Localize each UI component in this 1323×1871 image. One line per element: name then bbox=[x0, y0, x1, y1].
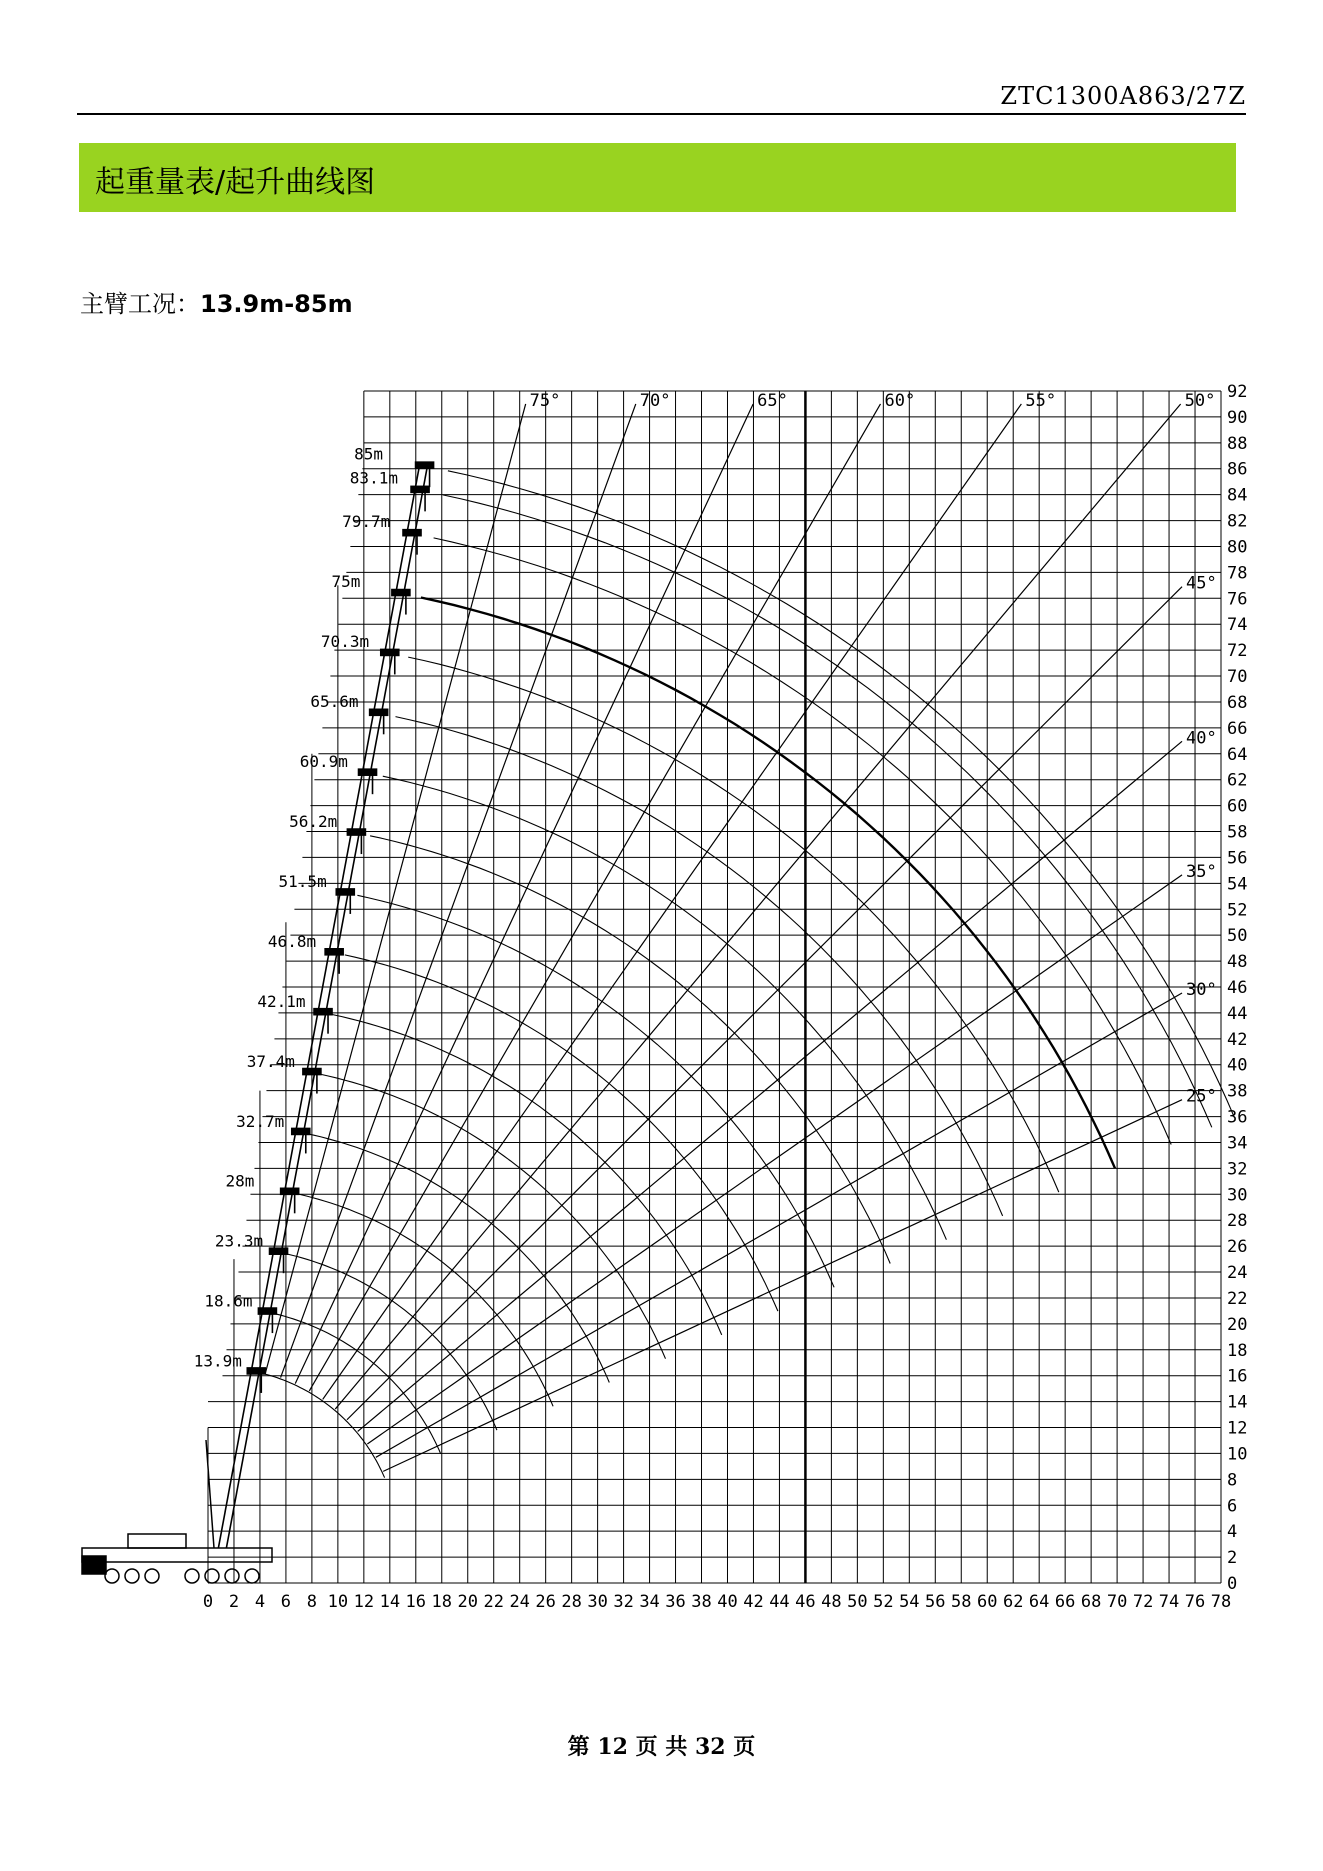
boom-length-label: 42.1m bbox=[257, 991, 306, 1011]
crane-superstructure bbox=[128, 1534, 186, 1548]
y-tick-label: 82 bbox=[1227, 511, 1248, 532]
boom-length-arc bbox=[443, 495, 1212, 1127]
y-tick-label: 46 bbox=[1227, 978, 1248, 998]
x-tick-label: 56 bbox=[925, 1592, 946, 1612]
footer-total-pages: 32 bbox=[695, 1734, 726, 1760]
y-tick-label: 90 bbox=[1227, 407, 1248, 428]
crane-mast bbox=[206, 1440, 214, 1548]
boom-length-arc bbox=[345, 955, 778, 1311]
angle-label: 45° bbox=[1186, 573, 1217, 594]
y-tick-label: 22 bbox=[1227, 1288, 1248, 1309]
boom-length-label: 60.9m bbox=[299, 751, 348, 771]
x-tick-label: 26 bbox=[535, 1592, 556, 1612]
y-tick-label: 66 bbox=[1227, 718, 1248, 739]
y-tick-label: 8 bbox=[1227, 1470, 1238, 1491]
x-tick-label: 50 bbox=[847, 1592, 868, 1612]
y-tick-label: 60 bbox=[1227, 796, 1248, 817]
boom-length-label: 83.1m bbox=[349, 468, 398, 488]
y-tick-label: 30 bbox=[1227, 1185, 1248, 1206]
angle-label: 40° bbox=[1186, 728, 1217, 749]
x-tick-label: 12 bbox=[353, 1592, 375, 1612]
boom-length-arc bbox=[396, 717, 1003, 1216]
boom-length-arcs bbox=[256, 468, 1235, 1478]
y-tick-label: 36 bbox=[1227, 1107, 1248, 1128]
x-tick-label: 40 bbox=[717, 1592, 738, 1612]
angle-label: 50° bbox=[1184, 390, 1216, 411]
footer-prefix: 第 bbox=[567, 1734, 590, 1760]
angle-label: 75° bbox=[529, 390, 561, 411]
boom-length-label: 70.3m bbox=[320, 632, 370, 652]
boom-section-joint bbox=[359, 769, 377, 775]
x-tick-label: 16 bbox=[405, 1592, 427, 1612]
boom-section-joint bbox=[347, 829, 365, 835]
boom-section-joint bbox=[336, 889, 354, 895]
boom-length-arc bbox=[370, 836, 890, 1264]
x-tick-label: 10 bbox=[327, 1592, 349, 1612]
x-tick-label: 34 bbox=[639, 1592, 660, 1612]
y-tick-label: 54 bbox=[1227, 874, 1248, 895]
x-tick-label: 64 bbox=[1028, 1592, 1050, 1612]
y-tick-label: 58 bbox=[1227, 822, 1248, 843]
angle-label: 30° bbox=[1186, 979, 1217, 1000]
boom-length-label: 79.7m bbox=[342, 512, 391, 532]
y-tick-label: 2 bbox=[1227, 1548, 1238, 1569]
boom-length-label: 56.2m bbox=[289, 811, 338, 831]
y-tick-label: 0 bbox=[1227, 1574, 1238, 1594]
x-tick-label: 2 bbox=[228, 1592, 240, 1612]
y-tick-label: 56 bbox=[1227, 848, 1248, 869]
y-tick-label: 32 bbox=[1227, 1159, 1248, 1180]
x-tick-label: 52 bbox=[873, 1592, 894, 1612]
x-tick-label: 20 bbox=[457, 1592, 478, 1612]
section-title: 起重量表/起升曲线图 bbox=[95, 165, 376, 200]
angle-label: 70° bbox=[639, 390, 671, 411]
y-tick-label: 16 bbox=[1227, 1366, 1248, 1387]
y-tick-label: 88 bbox=[1227, 433, 1248, 454]
y-tick-label: 12 bbox=[1227, 1418, 1248, 1439]
page-footer bbox=[0, 1730, 1323, 1761]
angle-ray bbox=[347, 587, 1182, 1420]
y-tick-label: 42 bbox=[1227, 1029, 1248, 1050]
crane-wheel bbox=[205, 1569, 219, 1583]
angle-ray bbox=[358, 741, 1182, 1431]
crane-cab bbox=[82, 1556, 106, 1574]
y-tick-label: 14 bbox=[1227, 1392, 1248, 1413]
x-tick-label: 76 bbox=[1184, 1592, 1206, 1612]
x-tick-label: 62 bbox=[1002, 1592, 1024, 1612]
crane-wheel bbox=[185, 1569, 199, 1583]
angle-label: 65° bbox=[757, 390, 788, 411]
boom-section-joint bbox=[392, 590, 410, 596]
y-tick-label: 10 bbox=[1227, 1444, 1248, 1465]
boom-angle-rays bbox=[265, 404, 1182, 1471]
x-tick-label: 74 bbox=[1158, 1592, 1180, 1612]
x-tick-label: 60 bbox=[976, 1592, 998, 1612]
crane-wheel bbox=[105, 1569, 119, 1583]
boom-length-arc bbox=[357, 895, 834, 1287]
x-tick-label: 32 bbox=[613, 1592, 634, 1612]
x-tick-label: 28 bbox=[561, 1592, 582, 1612]
x-tick-label: 58 bbox=[951, 1592, 972, 1612]
x-tick-label: 18 bbox=[431, 1592, 453, 1612]
x-tick-label: 46 bbox=[795, 1592, 816, 1612]
y-tick-label: 64 bbox=[1227, 744, 1248, 765]
crane-wheel bbox=[125, 1569, 139, 1583]
y-tick-label: 48 bbox=[1227, 952, 1248, 973]
angle-label: 60° bbox=[884, 390, 916, 411]
boom-condition-label: 主臂工况： bbox=[80, 290, 200, 318]
boom-length-label: 65.6m bbox=[310, 691, 359, 711]
y-tick-label: 70 bbox=[1227, 667, 1248, 688]
angle-label: 55° bbox=[1025, 390, 1057, 411]
x-tick-label: 4 bbox=[254, 1592, 266, 1612]
y-tick-label: 26 bbox=[1227, 1237, 1248, 1258]
x-tick-label: 38 bbox=[691, 1592, 712, 1612]
y-tick-label: 92 bbox=[1227, 382, 1248, 402]
boom-section-joint bbox=[370, 709, 388, 715]
y-tick-label: 80 bbox=[1227, 537, 1248, 558]
y-tick-label: 74 bbox=[1227, 615, 1248, 636]
angle-ray bbox=[309, 404, 880, 1391]
boom-length-label: 18.6m bbox=[204, 1291, 253, 1311]
y-tick-label: 18 bbox=[1227, 1340, 1248, 1361]
boom-length-label: 32.7m bbox=[236, 1111, 285, 1131]
crane-wheel bbox=[245, 1569, 259, 1583]
boom-length-label: 75m bbox=[331, 572, 361, 592]
y-tick-label: 34 bbox=[1227, 1133, 1248, 1154]
y-tick-label: 62 bbox=[1227, 770, 1248, 791]
y-tick-label: 38 bbox=[1227, 1081, 1248, 1102]
footer-page-number: 12 bbox=[597, 1734, 628, 1760]
y-tick-label: 20 bbox=[1227, 1314, 1248, 1335]
angle-ray bbox=[278, 404, 636, 1378]
boom-length-label: 51.5m bbox=[278, 871, 327, 891]
crane-wheel bbox=[145, 1569, 159, 1583]
boom-length-label: 13.9m bbox=[193, 1351, 242, 1371]
boom-section-joint bbox=[258, 1308, 276, 1314]
y-tick-label: 4 bbox=[1227, 1522, 1238, 1543]
x-tick-label: 30 bbox=[587, 1592, 608, 1612]
x-tick-label: 36 bbox=[665, 1592, 686, 1612]
boom-section-joint bbox=[381, 649, 399, 655]
boom-section-joint bbox=[411, 486, 429, 492]
y-tick-label: 44 bbox=[1227, 1003, 1248, 1024]
x-tick-label: 24 bbox=[509, 1592, 530, 1612]
boom-length-label: 23.3m bbox=[214, 1231, 264, 1251]
angle-label: 35° bbox=[1186, 861, 1217, 882]
crane-wheel bbox=[225, 1569, 239, 1583]
x-tick-label: 68 bbox=[1080, 1592, 1102, 1612]
y-tick-label: 40 bbox=[1227, 1055, 1248, 1076]
y-tick-label: 76 bbox=[1227, 589, 1248, 610]
boom-length-label: 46.8m bbox=[267, 931, 317, 951]
footer-mid: 页 共 bbox=[635, 1734, 688, 1760]
boom-section-joint bbox=[403, 530, 421, 536]
crane-illustration bbox=[82, 1440, 272, 1583]
angle-label: 25° bbox=[1186, 1086, 1217, 1107]
boom-length-arc bbox=[448, 471, 1235, 1118]
x-tick-label: 6 bbox=[280, 1592, 292, 1612]
boom-section-joint bbox=[281, 1188, 299, 1194]
x-tick-label: 48 bbox=[821, 1592, 842, 1612]
boom-condition-value: 13.9m-85m bbox=[200, 290, 353, 318]
boom-length-arc bbox=[434, 538, 1172, 1145]
document-code: ZTC1300A863/27Z bbox=[1000, 82, 1246, 110]
angle-ray bbox=[367, 875, 1182, 1444]
x-tick-label: 42 bbox=[743, 1592, 764, 1612]
boom-length-arc bbox=[332, 1015, 722, 1335]
x-tick-label: 78 bbox=[1210, 1592, 1232, 1612]
boom-section-joint bbox=[314, 1009, 332, 1015]
boom-section-joint bbox=[247, 1368, 265, 1374]
footer-suffix: 页 bbox=[733, 1734, 756, 1760]
y-tick-label: 24 bbox=[1227, 1263, 1248, 1284]
boom-section-joint bbox=[270, 1248, 288, 1254]
x-tick-label: 72 bbox=[1132, 1592, 1154, 1612]
boom-length-label: 37.4m bbox=[246, 1051, 295, 1071]
boom-length-label: 85m bbox=[354, 444, 383, 464]
boom-section-joint bbox=[325, 949, 343, 955]
boom-section-joint bbox=[416, 462, 434, 468]
crane-carrier-body bbox=[82, 1548, 272, 1562]
boom-length-labels bbox=[194, 444, 398, 1370]
x-tick-label: 14 bbox=[379, 1592, 401, 1612]
x-tick-label: 70 bbox=[1106, 1592, 1128, 1612]
boom-section-joint bbox=[303, 1069, 321, 1075]
y-tick-label: 6 bbox=[1227, 1496, 1238, 1517]
y-tick-label: 72 bbox=[1227, 641, 1248, 662]
y-tick-label: 68 bbox=[1227, 692, 1248, 713]
angle-ray bbox=[335, 404, 1180, 1409]
x-tick-label: 0 bbox=[202, 1592, 214, 1612]
x-tick-label: 8 bbox=[306, 1592, 318, 1612]
boom-silhouette bbox=[218, 462, 433, 1548]
boom-section-joint bbox=[292, 1128, 310, 1134]
y-tick-label: 78 bbox=[1227, 563, 1248, 584]
chart-grid bbox=[208, 391, 1221, 1583]
y-tick-label: 28 bbox=[1227, 1211, 1248, 1232]
y-tick-label: 50 bbox=[1227, 926, 1248, 947]
x-tick-label: 44 bbox=[769, 1592, 790, 1612]
x-tick-label: 66 bbox=[1054, 1592, 1076, 1612]
x-tick-label: 22 bbox=[483, 1592, 504, 1612]
boom-length-label: 28m bbox=[225, 1171, 255, 1191]
y-tick-label: 84 bbox=[1227, 485, 1248, 506]
y-tick-label: 86 bbox=[1227, 459, 1248, 480]
x-tick-label: 54 bbox=[899, 1592, 920, 1612]
y-tick-label: 52 bbox=[1227, 900, 1248, 921]
